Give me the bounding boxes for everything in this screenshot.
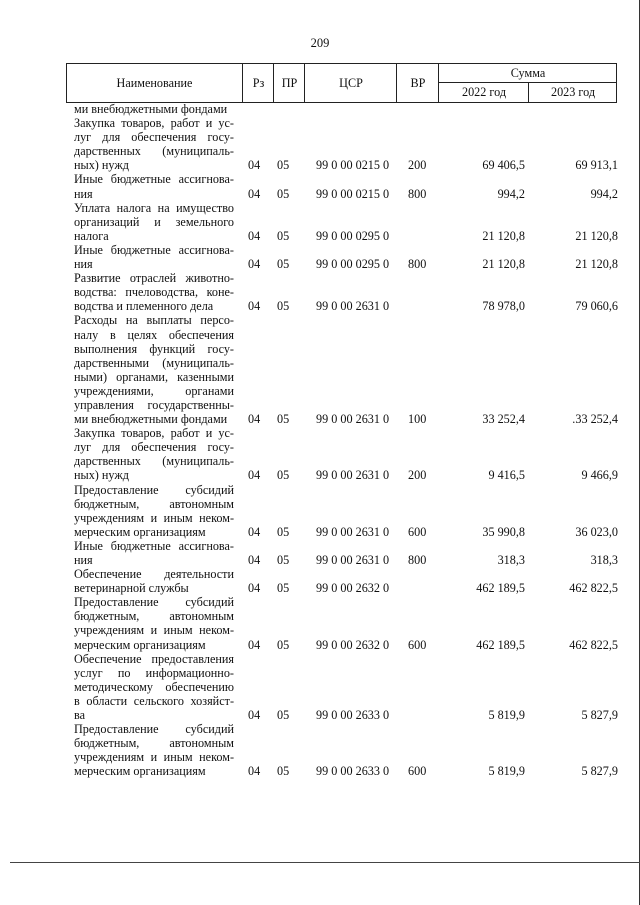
row-name-line: Закупка товаров, работ и ус- bbox=[74, 426, 234, 441]
row-rz: 04 bbox=[248, 412, 261, 427]
row-name bbox=[74, 426, 234, 482]
row-pr: 05 bbox=[277, 299, 290, 314]
row-name-line: Расходы на выплаты персо- bbox=[74, 313, 234, 328]
row-sum-2023: 5 827,9 bbox=[581, 708, 618, 723]
row-name-line: Обеспечение деятельности bbox=[74, 567, 234, 582]
table-row bbox=[0, 595, 640, 651]
row-name-line: дарственных (муниципаль- bbox=[74, 144, 234, 159]
row-vr: 600 bbox=[408, 637, 427, 652]
row-pr: 05 bbox=[277, 158, 290, 173]
row-name-line: мерческим организациям bbox=[74, 764, 206, 779]
row-rz: 04 bbox=[248, 468, 261, 483]
row-sum-2022: 35 990,8 bbox=[482, 524, 525, 539]
row-name-line: организаций и земельного bbox=[74, 214, 234, 229]
row-name bbox=[74, 172, 234, 200]
row-name-line: ния bbox=[74, 553, 93, 567]
row-rz: 04 bbox=[248, 708, 261, 723]
row-name-line: управления государственны- bbox=[74, 397, 234, 412]
row-pr: 05 bbox=[277, 524, 290, 539]
row-sum-2023: 9 466,9 bbox=[581, 468, 618, 483]
row-sum-2023: 462 822,5 bbox=[569, 581, 618, 596]
row-sum-2023: 318,3 bbox=[590, 553, 618, 567]
row-sum-2022: 5 819,9 bbox=[488, 708, 525, 723]
row-pr: 05 bbox=[277, 708, 290, 723]
row-sum-2022: 462 189,5 bbox=[476, 637, 525, 652]
header-name: Наименование bbox=[116, 75, 193, 90]
table-row bbox=[0, 201, 640, 243]
row-name-line: услуг по информационно- bbox=[74, 665, 234, 680]
row-name-line: ния bbox=[74, 186, 93, 201]
row-csr: 99 0 00 2631 0 bbox=[316, 553, 390, 567]
row-rz: 04 bbox=[248, 764, 261, 779]
row-pr: 05 bbox=[277, 553, 290, 567]
row-name-line: Закупка товаров, работ и ус- bbox=[74, 116, 234, 131]
row-pr: 05 bbox=[277, 637, 290, 652]
row-csr: 99 0 00 2631 0 bbox=[316, 468, 390, 483]
row-name bbox=[74, 722, 234, 778]
row-pr: 05 bbox=[277, 581, 290, 596]
row-sum-2022: 994,2 bbox=[497, 186, 525, 201]
row-sum-2022: 78 978,0 bbox=[482, 299, 525, 314]
row-name-line: бюджетным, автономным bbox=[74, 736, 234, 751]
row-name-line: мерческим организациям bbox=[74, 524, 206, 539]
row-name-line: учреждениям и иным неком- bbox=[74, 510, 234, 525]
row-name-line: ми внебюджетными фондами bbox=[74, 102, 228, 116]
table-body bbox=[0, 102, 640, 779]
row-name-line: дарственных (муниципаль- bbox=[74, 454, 234, 469]
row-name-line: ными) органами, казенными bbox=[74, 369, 234, 384]
row-name-line: учреждениями, органами bbox=[74, 383, 234, 398]
table-row bbox=[0, 271, 640, 313]
row-vr: 600 bbox=[408, 524, 427, 539]
row-name bbox=[74, 567, 234, 595]
row-name-line: ния bbox=[74, 257, 93, 272]
row-name-line: бюджетным, автономным bbox=[74, 609, 234, 624]
row-sum-2022: 9 416,5 bbox=[488, 468, 525, 483]
row-csr: 99 0 00 0295 0 bbox=[316, 228, 390, 243]
row-rz: 04 bbox=[248, 257, 261, 272]
row-name bbox=[74, 102, 234, 116]
header-2023: 2023 год bbox=[528, 82, 617, 102]
row-name-line: Обеспечение предоставления bbox=[74, 651, 234, 666]
row-sum-2022: 462 189,5 bbox=[476, 581, 525, 596]
row-rz: 04 bbox=[248, 637, 261, 652]
row-sum-2022: 33 252,4 bbox=[482, 412, 525, 427]
page-number: 209 bbox=[310, 36, 330, 50]
row-csr: 99 0 00 0215 0 bbox=[316, 186, 390, 201]
row-csr: 99 0 00 2633 0 bbox=[316, 764, 390, 779]
row-name-line: методическому обеспечению bbox=[74, 679, 234, 694]
row-sum-2023: 994,2 bbox=[590, 186, 618, 201]
row-name-line: водства и племенного дела bbox=[74, 299, 214, 314]
row-name-line: в области сельского хозяйст- bbox=[74, 693, 234, 708]
row-name-line: Иные бюджетные ассигнова- bbox=[74, 242, 234, 257]
row-name bbox=[74, 483, 234, 539]
table-header bbox=[66, 63, 617, 103]
row-pr: 05 bbox=[277, 764, 290, 779]
table-row bbox=[0, 426, 640, 482]
header-2022: 2022 год bbox=[438, 82, 529, 102]
table-row bbox=[0, 722, 640, 778]
row-rz: 04 bbox=[248, 553, 261, 567]
row-pr: 05 bbox=[277, 468, 290, 483]
row-sum-2023: 69 913,1 bbox=[575, 158, 618, 173]
row-name-line: налога bbox=[74, 228, 109, 243]
row-name-line: Предоставление субсидий bbox=[74, 482, 234, 497]
row-name bbox=[74, 539, 234, 567]
row-name-line: учреждениям и иным неком- bbox=[74, 750, 234, 765]
table-row bbox=[0, 172, 640, 200]
row-vr: 600 bbox=[408, 764, 427, 779]
row-pr: 05 bbox=[277, 257, 290, 272]
row-csr: 99 0 00 2633 0 bbox=[316, 708, 390, 723]
row-name-line: Уплата налога на имущество bbox=[74, 200, 234, 215]
row-csr: 99 0 00 2631 0 bbox=[316, 412, 390, 427]
row-sum-2022: 69 406,5 bbox=[482, 158, 525, 173]
row-sum-2022: 318,3 bbox=[497, 553, 525, 567]
row-csr: 99 0 00 2631 0 bbox=[316, 524, 390, 539]
row-vr: 800 bbox=[408, 257, 427, 272]
table-row bbox=[0, 313, 640, 426]
row-rz: 04 bbox=[248, 228, 261, 243]
row-name-line: ми внебюджетными фондами bbox=[74, 412, 228, 427]
table-row bbox=[0, 243, 640, 271]
row-name-line: Иные бюджетные ассигнова- bbox=[74, 538, 234, 553]
header-pr: ПР bbox=[273, 64, 305, 102]
header-rz: Рз bbox=[242, 64, 274, 102]
row-name-line: мерческим организациям bbox=[74, 637, 206, 652]
row-vr: 200 bbox=[408, 158, 427, 173]
page-bottom-rule bbox=[10, 862, 640, 863]
header-csr: ЦСР bbox=[304, 64, 397, 102]
row-pr: 05 bbox=[277, 186, 290, 201]
table-row bbox=[0, 567, 640, 595]
row-name-line: ва bbox=[74, 708, 86, 723]
row-csr: 99 0 00 2632 0 bbox=[316, 581, 390, 596]
row-name bbox=[74, 271, 234, 313]
table-row bbox=[0, 483, 640, 539]
row-sum-2022: 5 819,9 bbox=[488, 764, 525, 779]
table-row bbox=[0, 116, 640, 172]
header-vr: ВР bbox=[396, 64, 439, 102]
row-name bbox=[74, 201, 234, 243]
row-name bbox=[74, 243, 234, 271]
row-vr: 100 bbox=[408, 412, 427, 427]
row-name-line: выполнения функций госу- bbox=[74, 341, 234, 356]
row-sum-2023: .33 252,4 bbox=[572, 412, 618, 427]
row-sum-2023: 36 023,0 bbox=[575, 524, 618, 539]
row-vr: 200 bbox=[408, 468, 427, 483]
row-name-line: Предоставление субсидий bbox=[74, 722, 234, 737]
row-sum-2022: 21 120,8 bbox=[482, 257, 525, 272]
header-sum: Сумма bbox=[438, 64, 617, 83]
row-vr: 800 bbox=[408, 553, 427, 567]
row-pr: 05 bbox=[277, 228, 290, 243]
row-sum-2023: 5 827,9 bbox=[581, 764, 618, 779]
row-name-line: Иные бюджетные ассигнова- bbox=[74, 172, 234, 187]
row-name bbox=[74, 313, 234, 426]
row-csr: 99 0 00 2631 0 bbox=[316, 299, 390, 314]
row-name-line: дарственными (муниципаль- bbox=[74, 355, 234, 370]
row-name bbox=[74, 595, 234, 651]
row-name-line: налу в целях обеспечения bbox=[74, 327, 234, 342]
row-name-line: ветеринарной службы bbox=[74, 581, 189, 596]
row-sum-2023: 79 060,6 bbox=[575, 299, 618, 314]
row-csr: 99 0 00 0295 0 bbox=[316, 257, 390, 272]
row-rz: 04 bbox=[248, 158, 261, 173]
row-csr: 99 0 00 2632 0 bbox=[316, 637, 390, 652]
row-rz: 04 bbox=[248, 299, 261, 314]
row-name-line: Предоставление субсидий bbox=[74, 595, 234, 610]
row-name-line: учреждениям и иным неком- bbox=[74, 623, 234, 638]
row-name-line: водства: пчеловодства, коне- bbox=[74, 285, 234, 300]
row-name bbox=[74, 652, 234, 722]
table-row bbox=[0, 539, 640, 567]
row-sum-2023: 462 822,5 bbox=[569, 637, 618, 652]
row-csr: 99 0 00 0215 0 bbox=[316, 158, 390, 173]
row-rz: 04 bbox=[248, 581, 261, 596]
table-row bbox=[0, 652, 640, 722]
row-name-line: Развитие отраслей животно- bbox=[74, 271, 234, 286]
row-name-line: ных) нужд bbox=[74, 158, 129, 173]
row-name-line: луг для обеспечения госу- bbox=[74, 440, 234, 455]
row-name-line: бюджетным, автономным bbox=[74, 496, 234, 511]
row-pr: 05 bbox=[277, 412, 290, 427]
table-row bbox=[0, 102, 640, 116]
row-sum-2023: 21 120,8 bbox=[575, 257, 618, 272]
row-name-line: ных) нужд bbox=[74, 468, 129, 483]
row-sum-2023: 21 120,8 bbox=[575, 228, 618, 243]
row-sum-2022: 21 120,8 bbox=[482, 228, 525, 243]
row-name-line: луг для обеспечения госу- bbox=[74, 130, 234, 145]
row-vr: 800 bbox=[408, 186, 427, 201]
row-name bbox=[74, 116, 234, 172]
row-rz: 04 bbox=[248, 524, 261, 539]
row-rz: 04 bbox=[248, 186, 261, 201]
